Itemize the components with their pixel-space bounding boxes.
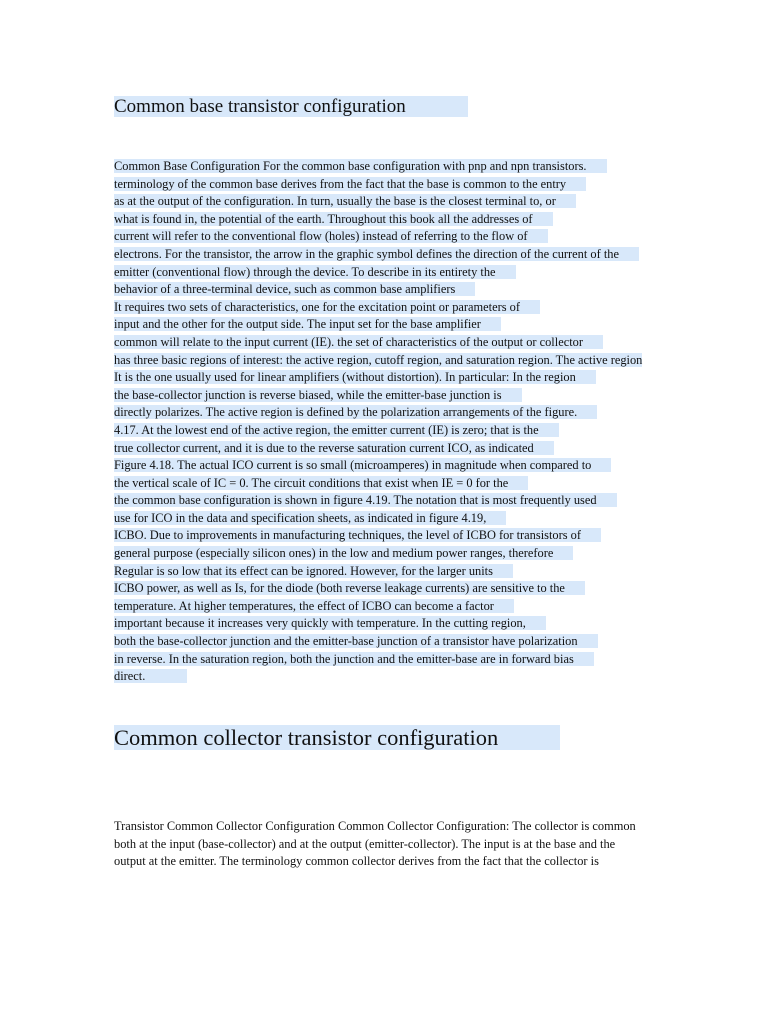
text-line	[114, 316, 642, 334]
text-line-content: true collector current, and it is due to the reverse saturation current ICO, as indicated	[114, 441, 554, 455]
text-line-content: Common Base Configuration For the common base configuration with pnp and npn transistors.	[114, 159, 607, 173]
text-line-content: output at the emitter. The terminology common collector derives from the fact that the collector is	[114, 854, 599, 869]
text-line-content: as at the output of the configuration. In turn, usually the base is the closest terminal to, or	[114, 194, 576, 208]
text-line-content: terminology of the common base derives from the fact that the base is common to the entry	[114, 177, 586, 191]
text-line-content: direct.	[114, 669, 187, 683]
text-line-content: Figure 4.18. The actual ICO current is so small (microamperes) in magnitude when compared to	[114, 458, 611, 472]
text-line	[114, 633, 642, 651]
text-line-content: emitter (conventional flow) through the device. To describe in its entirety the	[114, 265, 516, 279]
text-line	[114, 193, 642, 211]
text-line-content: the vertical scale of IC = 0. The circuit conditions that exist when IE = 0 for the	[114, 476, 528, 490]
text-line-content: the common base configuration is shown in figure 4.19. The notation that is most frequently used	[114, 493, 617, 507]
text-line	[114, 334, 642, 352]
text-line-content: input and the other for the output side. The input set for the base amplifier	[114, 317, 501, 331]
text-line-content: both at the input (base-collector) and at the output (emitter-collector). The input is at the base and the	[114, 836, 616, 851]
text-line-content: both the base-collector junction and the emitter-base junction of a transistor have polarization	[114, 634, 598, 648]
common-base-paragraph	[114, 158, 642, 686]
text-line-content: in reverse. In the saturation region, both the junction and the emitter-base are in forward bias	[114, 652, 594, 666]
text-line-content: It requires two sets of characteristics, one for the excitation point or parameters of	[114, 300, 540, 314]
common-collector-paragraph	[114, 818, 636, 871]
text-line	[114, 836, 636, 854]
text-line	[114, 492, 642, 510]
text-line-content: common will relate to the input current (IE). the set of characteristics of the output or collector	[114, 335, 603, 349]
text-line	[114, 615, 642, 633]
text-line	[114, 818, 636, 836]
text-line-content: use for ICO in the data and specification sheets, as indicated in figure 4.19,	[114, 511, 506, 525]
text-line-content: the base-collector junction is reverse biased, while the emitter-base junction is	[114, 388, 522, 402]
section-heading-text: Common collector transistor configuration	[114, 725, 560, 750]
text-line-content: important because it increases very quickly with temperature. In the cutting region,	[114, 616, 546, 630]
text-line-content: current will refer to the conventional flow (holes) instead of referring to the flow of	[114, 229, 548, 243]
text-line	[114, 510, 642, 528]
section-heading-common-base	[114, 95, 468, 119]
text-line-content: temperature. At higher temperatures, the effect of ICBO can become a factor	[114, 599, 514, 613]
text-line	[114, 475, 642, 493]
text-line-content: It is the one usually used for linear amplifiers (without distortion). In particular: In the region	[114, 370, 596, 384]
text-line-content: Regular is so low that its effect can be ignored. However, for the larger units	[114, 564, 513, 578]
text-line-content: ICBO. Due to improvements in manufacturing techniques, the level of ICBO for transistors of	[114, 528, 601, 542]
text-line	[114, 158, 642, 176]
text-line	[114, 176, 642, 194]
text-line	[114, 457, 642, 475]
text-line	[114, 246, 642, 264]
text-line	[114, 211, 642, 229]
text-line-content: ICBO power, as well as Is, for the diode (both reverse leakage currents) are sensitive to the	[114, 581, 585, 595]
text-line	[114, 853, 636, 871]
text-line	[114, 228, 642, 246]
text-line	[114, 563, 642, 581]
text-line	[114, 264, 642, 282]
text-line	[114, 668, 642, 686]
text-line	[114, 651, 642, 669]
text-line-content: has three basic regions of interest: the active region, cutoff region, and saturation region. The active region	[114, 352, 643, 367]
text-line	[114, 281, 642, 299]
text-line	[114, 387, 642, 405]
text-line	[114, 369, 642, 387]
text-line-content: general purpose (especially silicon ones) in the low and medium power ranges, therefore	[114, 546, 573, 560]
text-line	[114, 598, 642, 616]
text-line	[114, 527, 642, 545]
text-line	[114, 404, 642, 422]
section-heading-text: Common base transistor configuration	[114, 96, 468, 117]
text-line	[114, 545, 642, 563]
text-line	[114, 422, 642, 440]
section-heading-common-collector	[114, 724, 560, 752]
text-line-content: 4.17. At the lowest end of the active region, the emitter current (IE) is zero; that is the	[114, 423, 559, 437]
text-line	[114, 440, 642, 458]
text-line-content: what is found in, the potential of the earth. Throughout this book all the addresses of	[114, 212, 553, 226]
text-line-content: electrons. For the transistor, the arrow in the graphic symbol defines the direction of the current of the	[114, 247, 639, 261]
text-line-content: Transistor Common Collector Configuration Common Collector Configuration: The collector is common	[114, 819, 636, 833]
text-line-content: behavior of a three-terminal device, such as common base amplifiers	[114, 282, 475, 296]
text-line	[114, 580, 642, 598]
text-line	[114, 352, 642, 370]
text-line	[114, 299, 642, 317]
text-line-content: directly polarizes. The active region is defined by the polarization arrangements of the figure.	[114, 405, 597, 419]
